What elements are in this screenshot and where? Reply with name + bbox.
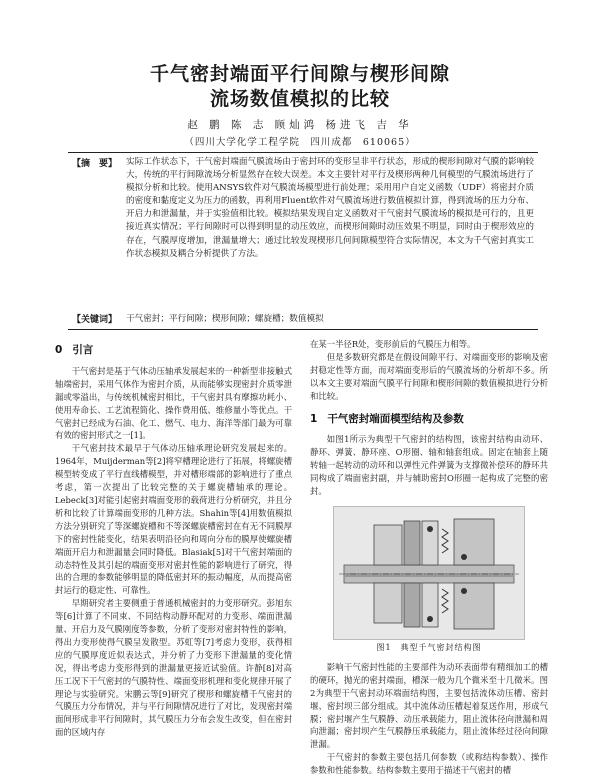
intro-paragraph-3: 早期研究者主要侧重于普通机械密封的力变形研究。彭旭东等[6]计算了不同束、不同结构动静环配对的力变形、端面泄漏量、开启力及气膜刚度等参数，分析了变形对密封特性的影响，得出力变形使得气膜呈发散型。苏虹等[7]考虑力变形，获得相应的气膜厚度近似表达式，并分析了力变形下泄漏量的变化情况，得出考虑力变形得到的泄漏量更接近试验值。许静[8]对高压工况下干气密封的气膜特性、端面变形机理和变化规律开展了理论与实验研究。宋鹏云等[9]研究了楔形和螺旋槽千气密封的气膜压力分布情况，并与平行间隙情况进行了对比，发现密封端面间形成非平行间隙时，其气膜压力分布会发生改变，但在密封面的区域内存 bbox=[55, 598, 292, 738]
section-heading-model bbox=[310, 413, 548, 426]
section-number: 1 bbox=[310, 412, 318, 425]
right-paragraph-3: 如图1所示为典型干气密封的结构图，该密封结构由动环、静环、弹簧、静环座、O形圈、轴和轴套组成。固定在轴套上随转轴一起转动的动环和以弹性元件弹簧为支撑微补偿环的静环共同构成了端面密封副，并与辅助密封O形圈一起构成了完整的密封。 bbox=[310, 434, 548, 497]
paper-title-line2: 流场数值模拟的比较 bbox=[209, 88, 390, 110]
section-heading-intro bbox=[55, 344, 292, 357]
abstract-text: 实际工作状态下，干气密封端面气膜流场由于密封环的变形呈非平行状态，形成的楔形间隙对气膜的影响较大，传统的平行间隙流场分析显然存在较大误差。本文主要针对平行及楔形两种几何模型的气膜流场进行了模拟分析和比较。使用ANSYS软件对气膜流场模型进行前处理；采用用户自定义函数（UDF）将密封介质的密度和黏度定义为压力的函数，再利用Fluent软件对气膜流场进行数值模拟计算，得到流场的压力分布、开启力和泄漏量，并于实验值相比较。模拟结果发现自定义函数对干气密封气膜流场的模拟是可行的，且更接近真实情况；平行间隙时可以得到明显的动压效应，而楔形间隙时动压效果不明显，同时由于楔形效应的存在，气膜厚度增加，泄漏量增大；通过比较发现楔形几何间隙模型符合实际情况，本文为千气密封真实工作状态模拟及耦合分析提供了方法。 bbox=[126, 157, 534, 259]
keywords-text: 干气密封；平行间隙；楔形间隙；螺旋槽；数值模拟 bbox=[126, 314, 324, 324]
affiliation: （四川大学化学工程学院 四川成都 610065） bbox=[184, 137, 416, 148]
right-paragraph-top: 在某一半径R处，变形前后的气膜压力相等。 bbox=[310, 339, 476, 349]
section-number: 0 bbox=[55, 344, 63, 356]
keywords-label: 【关键词】 bbox=[72, 315, 118, 325]
paper-title-line1: 千气密封端面平行间隙与楔形间隙 bbox=[149, 63, 450, 85]
intro-paragraph-1: 干气密封是基于气体动压轴承发展起来的一种新型非接触式轴端密封，采用气体作为密封介质，从而能够实现密封介质零泄漏或零溢出，与传统机械密封相比，干气密封具有摩擦功耗小、使用寿命长、工艺流程简化、操作费用低、维修量小等优点。干气密封已经成为石油、化工、燃气、电力、海洋等部门最为可靠有效的密封形式之一[1]。 bbox=[55, 365, 292, 441]
section-title: 干气密封端面模型结构及参数 bbox=[327, 412, 464, 425]
intro-paragraph-2: 干气密封技术最早于气体动压轴承理论研究发展起来的。1964年，Muijderman等[2]将窄槽理论进行了拓展，将螺旋槽模型转变成了平行直线槽模型，并对槽形端部的影响进行了重点考虑，第一次提出了比较完整的关于螺旋槽轴承的理论。Lebeck[3]对能引起密封端面变形的载荷进行分析研究，并且分析和比较了计算端面变形的几种方法。Shahin等[4]用数值模拟方法分别研究了等深螺旋槽和不等深螺旋槽密封在有无不同膜厚下的密封性能变化，结果表明沿径向和周向分布的膜厚使螺旋槽端面开启力和泄漏量会同时降低。Blasiak[5]对干气密封端面的动态特性及其引起的端面变形对密封性能的影响进行了研究，得出的合理的参数能够明显的降低密封环的振动幅度，从而提高密封运行的稳定性、可靠性。 bbox=[55, 443, 292, 596]
authors: 赵 鹏 陈 志 顾灿鸿 杨进飞 吉 华 bbox=[187, 119, 413, 131]
abstract-label: 【摘 要】 bbox=[72, 159, 118, 169]
figure-seal-structure bbox=[333, 506, 525, 640]
seal-structure-drawing bbox=[334, 507, 524, 639]
right-column bbox=[310, 338, 548, 777]
left-column bbox=[55, 338, 292, 739]
right-paragraph-4: 影响干气密封性能的主要部件为动环表面带有精细加工的槽的硬环，抛光的密封端面，槽深一般为几个微米至十几微米。图2为典型干气密封动环端面结构图，主要包括流体动压槽、密封堰、密封坝三部分组成。其中流体动压槽起着泵送作用，形成气膜；密封堰产生气膜静、动压承载能力，阻止流体径向泄漏和周向泄漏；密封坝产生气膜静压承载能力，阻止流体经过径向间隙泄漏。 bbox=[310, 661, 548, 750]
right-paragraph-2: 但是多数研究都是在假设间隙平行、对端面变形的影响及密封稳定性等方面，而对端面变形后的气膜流场的分析却不多。所以本文主要对端面气膜平行间隙和楔形间隙的数值模拟进行分析和比较。 bbox=[310, 351, 548, 401]
figure-caption: 图1 典型千气密封结构图 bbox=[376, 642, 482, 652]
right-paragraph-5: 干气密封的参数主要包括几何参数（或称结构参数）、操作参数和性能参数。结构参数主要用于描述干气密封的槽 bbox=[310, 752, 548, 776]
section-title: 引言 bbox=[72, 344, 94, 356]
